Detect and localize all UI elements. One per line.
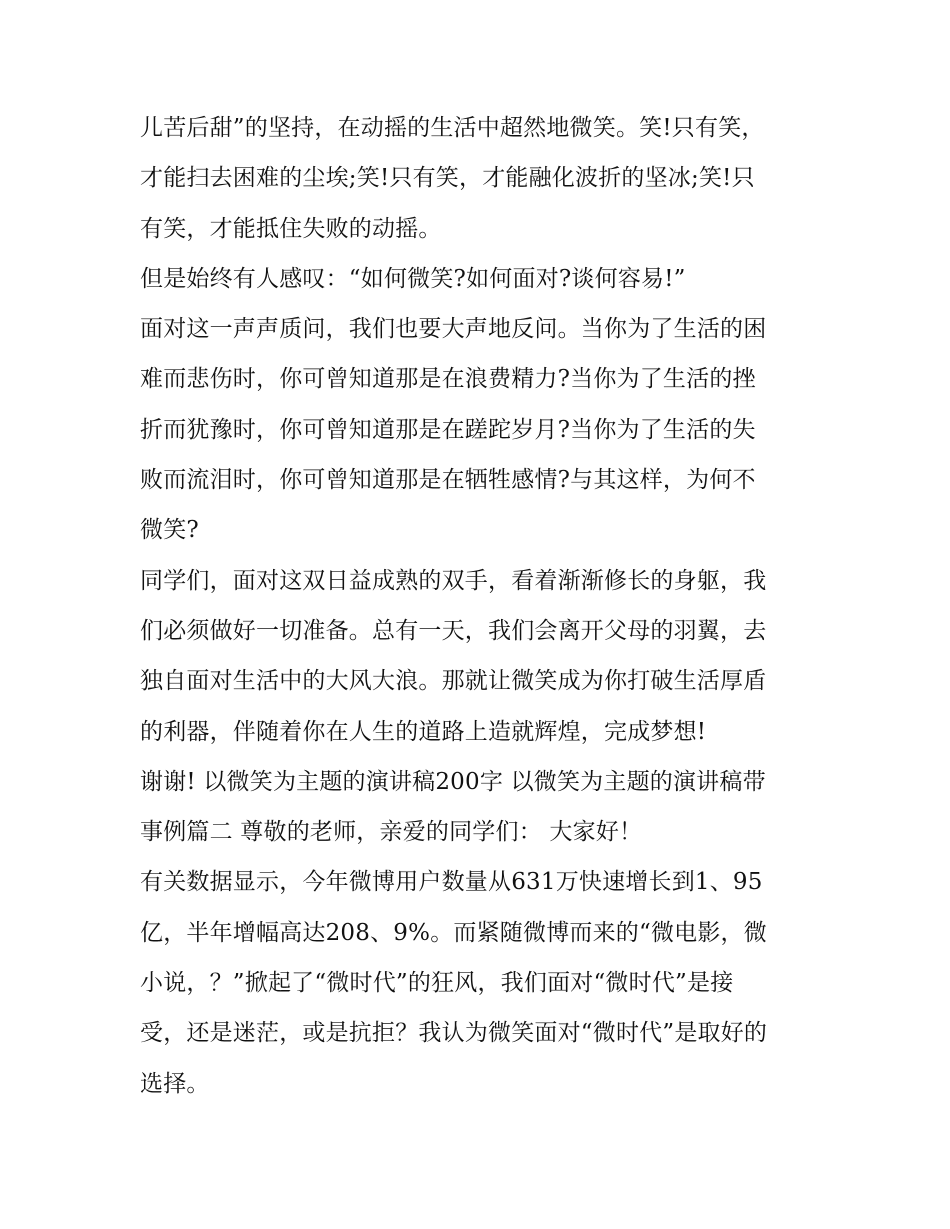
text-line: 们必须做好一切准备。总有一天，我们会离开父母的羽翼，去 [140, 617, 767, 644]
text-line: 面对这一声声质问，我们也要大声地反问。当你为了生活的困 [140, 316, 767, 343]
text-line: 亿，半年增幅高达208、9%。而紧随微博而来的“微电影，微 [140, 919, 767, 946]
text-line: 折而犹豫时，你可曾知道那是在蹉跎岁月?当你为了生活的失 [140, 416, 756, 443]
text-line: 难而悲伤时，你可曾知道那是在浪费精力?当你为了生活的挫 [140, 366, 756, 393]
text-line: 微笑? [140, 517, 199, 544]
text-line: 有笑，才能抵住失败的动摇。 [140, 215, 442, 242]
document-body [140, 103, 820, 1109]
text-line: 有关数据显示，今年微博用户数量从631万快速增长到1、95 [140, 869, 763, 896]
text-line: 儿苦后甜”的坚持，在动摇的生活中超然地微笑。笑!只有笑， [140, 115, 765, 141]
text-line: 事例篇二 尊敬的老师，亲爱的同学们： 大家好！ [140, 819, 643, 846]
text-line: 的利器，伴随着你在人生的道路上造就辉煌，完成梦想! [140, 718, 707, 745]
text-line: 谢谢! 以微笑为主题的演讲稿200字 以微笑为主题的演讲稿带 [140, 768, 766, 795]
text-line: 同学们，面对这双日益成熟的双手，看着渐渐修长的身躯，我 [140, 567, 767, 594]
text-line: 才能扫去困难的尘埃;笑!只有笑，才能融化波折的坚冰;笑!只 [140, 165, 755, 192]
text-line: 独自面对生活中的大风大浪。那就让微笑成为你打破生活厚盾 [140, 668, 767, 695]
text-line: 败而流泪时，你可曾知道那是在牺牲感情?与其这样，为何不 [140, 467, 756, 494]
text-line: 选择。 [140, 1070, 210, 1097]
text-line: 但是始终有人感叹：“如何微笑?如何面对?谈何容易!” [140, 265, 686, 292]
text-line: 受，还是迷茫，或是抗拒？我认为微笑面对“微时代”是取好的 [140, 1020, 768, 1047]
text-line: 小说，？”掀起了“微时代”的狂风，我们面对“微时代”是接 [140, 970, 734, 997]
